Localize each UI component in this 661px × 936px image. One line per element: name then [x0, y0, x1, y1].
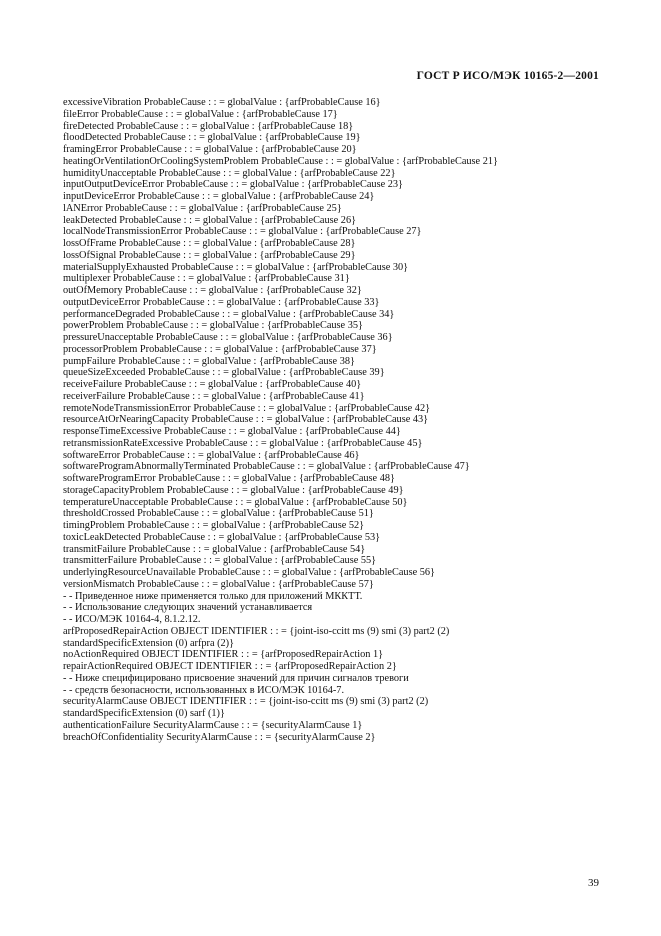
- text-line: transmitFailure ProbableCause : : = globalValue : {arfProbableCause 54}: [63, 543, 366, 555]
- text-line: - - ИСО/МЭК 10164-4, 8.1.2.12.: [63, 614, 201, 625]
- text-line: outputDeviceError ProbableCause : : = globalValue : {arfProbableCause 33}: [63, 296, 380, 308]
- text-line: localNodeTransmissionError ProbableCause : : = globalValue : {arfProbableCause 27}: [63, 226, 422, 238]
- text-line: pumpFailure ProbableCause : : = globalValue : {arfProbableCause 38}: [63, 355, 355, 367]
- text-line: performanceDegraded ProbableCause : : = globalValue : {arfProbableCause 34}: [63, 308, 395, 320]
- text-line: materialSupplyExhausted ProbableCause : : = globalValue : {arfProbableCause 30}: [63, 261, 409, 273]
- text-line: leakDetected ProbableCause : : = globalValue : {arfProbableCause 26}: [63, 214, 357, 226]
- text-line: fileError ProbableCause : : = globalValue : {arfProbableCause 17}: [63, 108, 338, 120]
- page-number: 39: [588, 877, 599, 889]
- text-line: repairActionRequired OBJECT IDENTIFIER : : = {arfProposedRepairAction 2}: [63, 661, 397, 672]
- text-line: pressureUnacceptable ProbableCause : : = globalValue : {arfProbableCause 36}: [63, 332, 393, 343]
- text-line: resourceAtOrNearingCapacity ProbableCause : : = globalValue : {arfProbableCause 43}: [63, 414, 429, 426]
- text-line: versionMismatch ProbableCause : : = globalValue : {arfProbableCause 57}: [63, 578, 374, 590]
- text-line: authenticationFailure SecurityAlarmCause : : = {securityAlarmCause 1}: [63, 719, 363, 731]
- text-line: - - Использование следующих значений устанавливается: [63, 602, 313, 614]
- text-line: responseTimeExcessive ProbableCause : : = globalValue : {arfProbableCause 44}: [63, 426, 401, 437]
- text-line: storageCapacityProblem ProbableCause : : = globalValue : {arfProbableCause 49}: [63, 484, 404, 496]
- text-line: thresholdCrossed ProbableCause : : = globalValue : {arfProbableCause 51}: [63, 508, 374, 520]
- text-line: securityAlarmCause OBJECT IDENTIFIER : : = {joint-iso-ccitt ms (9) smi (3) part2 (2): [63, 696, 429, 708]
- text-line: floodDetected ProbableCause : : = globalValue : {arfProbableCause 19}: [63, 132, 361, 144]
- asn1-definitions-text: [63, 97, 603, 743]
- text-line: fireDetected ProbableCause : : = globalValue : {arfProbableCause 18}: [63, 120, 354, 132]
- text-line: - - Приведенное ниже применяется только для приложений МККТТ.: [63, 590, 363, 602]
- text-line: receiverFailure ProbableCause : : = globalValue : {arfProbableCause 41}: [63, 390, 365, 402]
- text-line: inputOutputDeviceError ProbableCause : : = globalValue : {arfProbableCause 23}: [63, 179, 403, 191]
- text-line: arfProposedRepairAction OBJECT IDENTIFIER : : = {joint-iso-ccitt ms (9) smi (3) part2 (2): [63, 625, 450, 637]
- text-line: queueSizeExceeded ProbableCause : : = globalValue : {arfProbableCause 39}: [63, 367, 385, 379]
- text-line: - - Ниже специфицировано присвоение значений для причин сигналов тревоги: [63, 672, 409, 684]
- text-line: - - средств безопасности, использованных в ИСО/МЭК 10164-7.: [63, 684, 345, 696]
- text-line: standardSpecificExtension (0) sarf (1)}: [63, 708, 225, 719]
- text-line: transmitterFailure ProbableCause : : = globalValue : {arfProbableCause 55}: [63, 555, 377, 567]
- text-line: standardSpecificExtension (0) arfpra (2)}: [63, 637, 235, 649]
- text-line: timingProblem ProbableCause : : = globalValue : {arfProbableCause 52}: [63, 520, 365, 531]
- text-line: temperatureUnacceptable ProbableCause : : = globalValue : {arfProbableCause 50}: [63, 496, 408, 508]
- text-line: noActionRequired OBJECT IDENTIFIER : : = {arfProposedRepairAction 1}: [63, 649, 384, 661]
- text-line: breachOfConfidentiality SecurityAlarmCause : : = {securityAlarmCause 2}: [63, 731, 376, 743]
- text-line: remoteNodeTransmissionError ProbableCause : : = globalValue : {arfProbableCause 42}: [63, 402, 431, 414]
- text-line: receiveFailure ProbableCause : : = globalValue : {arfProbableCause 40}: [63, 379, 362, 390]
- text-line: lossOfSignal ProbableCause : : = globalValue : {arfProbableCause 29}: [63, 249, 356, 261]
- text-line: toxicLeakDetected ProbableCause : : = globalValue : {arfProbableCause 53}: [63, 531, 381, 543]
- text-line: softwareProgramAbnormallyTerminated ProbableCause : : = globalValue : {arfProbableCause 47}: [63, 461, 470, 473]
- text-line: softwareProgramError ProbableCause : : = globalValue : {arfProbableCause 48}: [63, 473, 395, 484]
- text-line: retransmissionRateExcessive ProbableCause : : = globalValue : {arfProbableCause 45}: [63, 437, 423, 449]
- text-line: framingError ProbableCause : : = globalValue : {arfProbableCause 20}: [63, 144, 357, 155]
- text-line: heatingOrVentilationOrCoolingSystemProblem ProbableCause : : = globalValue : {arfProbableCause 21}: [63, 155, 498, 167]
- text-line: powerProblem ProbableCause : : = globalValue : {arfProbableCause 35}: [63, 320, 363, 332]
- text-line: underlyingResourceUnavailable ProbableCause : : = globalValue : {arfProbableCause 56}: [63, 567, 435, 578]
- text-line: inputDeviceError ProbableCause : : = globalValue : {arfProbableCause 24}: [63, 191, 375, 202]
- text-line: outOfMemory ProbableCause : : = globalValue : {arfProbableCause 32}: [63, 285, 362, 296]
- text-line: lANError ProbableCause : : = globalValue : {arfProbableCause 25}: [63, 202, 342, 214]
- text-line: softwareError ProbableCause : : = globalValue : {arfProbableCause 46}: [63, 449, 360, 461]
- text-line: lossOfFrame ProbableCause : : = globalValue : {arfProbableCause 28}: [63, 238, 356, 249]
- text-line: humidityUnacceptable ProbableCause : : = globalValue : {arfProbableCause 22}: [63, 167, 396, 179]
- text-line: excessiveVibration ProbableCause : : = globalValue : {arfProbableCause 16}: [63, 97, 381, 108]
- text-line: processorProblem ProbableCause : : = globalValue : {arfProbableCause 37}: [63, 343, 377, 355]
- document-header: ГОСТ Р ИСО/МЭК 10165-2—2001: [416, 70, 599, 82]
- text-line: multiplexer ProbableCause : : = globalValue : {arfProbableCause 31}: [63, 273, 350, 285]
